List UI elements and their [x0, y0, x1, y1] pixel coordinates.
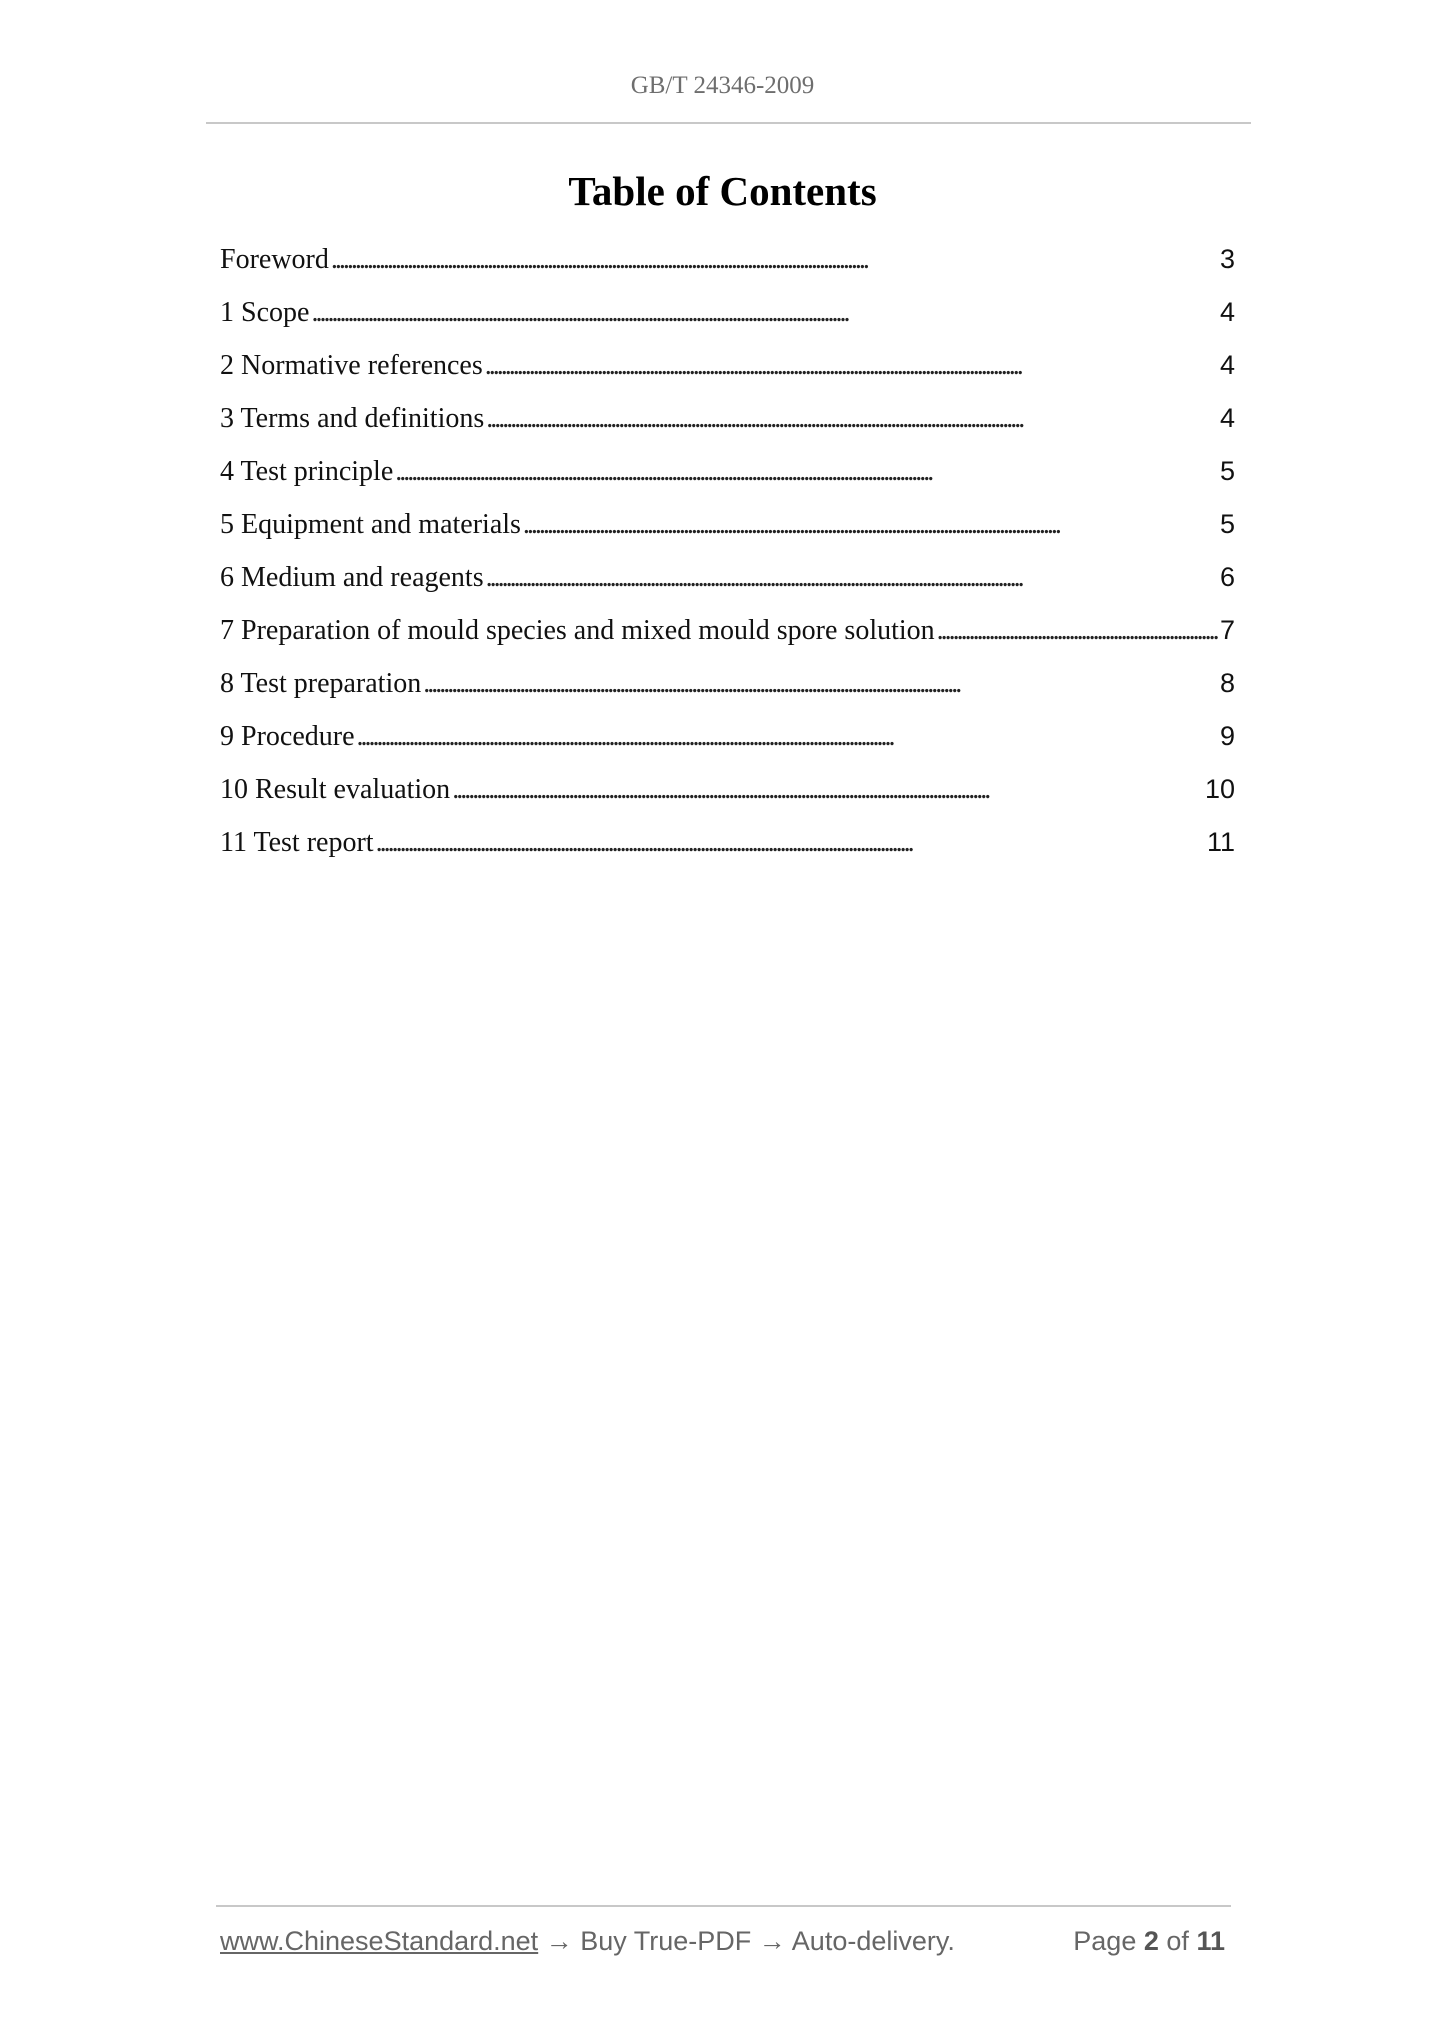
page-word: Page: [1073, 1926, 1137, 1956]
toc-dot-leader: [423, 668, 1218, 700]
current-page-number: 2: [1143, 1926, 1159, 1956]
toc-entry-result-evaluation[interactable]: [220, 774, 1235, 827]
toc-entry-label: 1 Scope: [220, 297, 310, 328]
toc-entry-scope[interactable]: [220, 297, 1235, 350]
toc-entry-label: 7 Preparation of mould species and mixed mould spore solution: [220, 615, 935, 646]
toc-entry-page: 11: [1206, 827, 1235, 857]
buy-true-pdf-text: Buy True-PDF: [580, 1926, 752, 1956]
toc-entry-medium-and-reagents[interactable]: [220, 562, 1235, 615]
toc-entry-label: 4 Test principle: [220, 456, 394, 487]
toc-dot-leader: [376, 827, 1205, 859]
toc-entry-page: 6: [1219, 562, 1235, 592]
toc-entry-label: 3 Terms and definitions: [220, 403, 485, 434]
toc-entry-page: 3: [1219, 244, 1235, 274]
toc-dot-leader: [486, 403, 1218, 435]
footer-divider: [216, 1905, 1231, 1907]
auto-delivery-text: Auto-delivery.: [791, 1926, 955, 1956]
toc-entry-test-report[interactable]: [220, 827, 1235, 880]
toc-entry-page: 4: [1219, 297, 1235, 327]
toc-entry-page: 5: [1219, 509, 1235, 539]
toc-entry-page: 8: [1219, 668, 1235, 698]
arrow-right-icon: →: [545, 1926, 573, 1956]
toc-entry-label: 11 Test report: [220, 827, 374, 858]
toc-entry-terms-and-definitions[interactable]: [220, 403, 1235, 456]
toc-dot-leader: [452, 774, 1203, 806]
toc-entry-label: 10 Result evaluation: [220, 774, 451, 805]
toc-entry-test-preparation[interactable]: [220, 668, 1235, 721]
toc-dot-leader: [311, 297, 1218, 329]
toc-dot-leader: [523, 509, 1218, 541]
toc-entry-preparation-of-mould-species[interactable]: [220, 615, 1235, 668]
running-header: GB/T 24346-2009: [630, 72, 815, 99]
page-indicator: [1073, 1926, 1225, 1957]
toc-entry-label: 9 Procedure: [220, 721, 355, 752]
toc-dot-leader: [395, 456, 1218, 488]
footer-promo: [220, 1926, 955, 1957]
toc-entry-page: 7: [1219, 615, 1235, 645]
toc-entry-page: 10: [1204, 774, 1235, 804]
toc-entry-label: 5 Equipment and materials: [220, 509, 521, 540]
toc-entry-label: Foreword: [220, 244, 329, 275]
toc-entry-page: 5: [1219, 456, 1235, 486]
toc-dot-leader: [331, 244, 1218, 276]
toc-entry-page: 4: [1219, 403, 1235, 433]
total-page-count: 11: [1196, 1926, 1225, 1956]
toc-entry-label: 2 Normative references: [220, 350, 483, 381]
toc-entry-page: 4: [1219, 350, 1235, 380]
toc-entry-equipment-and-materials[interactable]: [220, 509, 1235, 562]
of-word: of: [1166, 1926, 1189, 1956]
toc-entry-page: 9: [1219, 721, 1235, 751]
toc-entry-procedure[interactable]: [220, 721, 1235, 774]
toc-dot-leader: [486, 562, 1218, 594]
website-link[interactable]: www.ChineseStandard.net: [220, 1926, 539, 1956]
page-footer: [220, 1926, 1225, 1962]
toc-title: Table of Contents: [568, 168, 877, 214]
header-divider: [206, 122, 1251, 124]
toc-entry-normative-references[interactable]: [220, 350, 1235, 403]
toc-dot-leader: [937, 615, 1218, 647]
toc-list: [220, 244, 1235, 880]
toc-dot-leader: [485, 350, 1218, 382]
toc-entry-label: 6 Medium and reagents: [220, 562, 484, 593]
toc-entry-foreword[interactable]: [220, 244, 1235, 297]
toc-dot-leader: [357, 721, 1218, 753]
arrow-right-icon: →: [758, 1926, 786, 1956]
toc-entry-test-principle[interactable]: [220, 456, 1235, 509]
toc-entry-label: 8 Test preparation: [220, 668, 422, 699]
